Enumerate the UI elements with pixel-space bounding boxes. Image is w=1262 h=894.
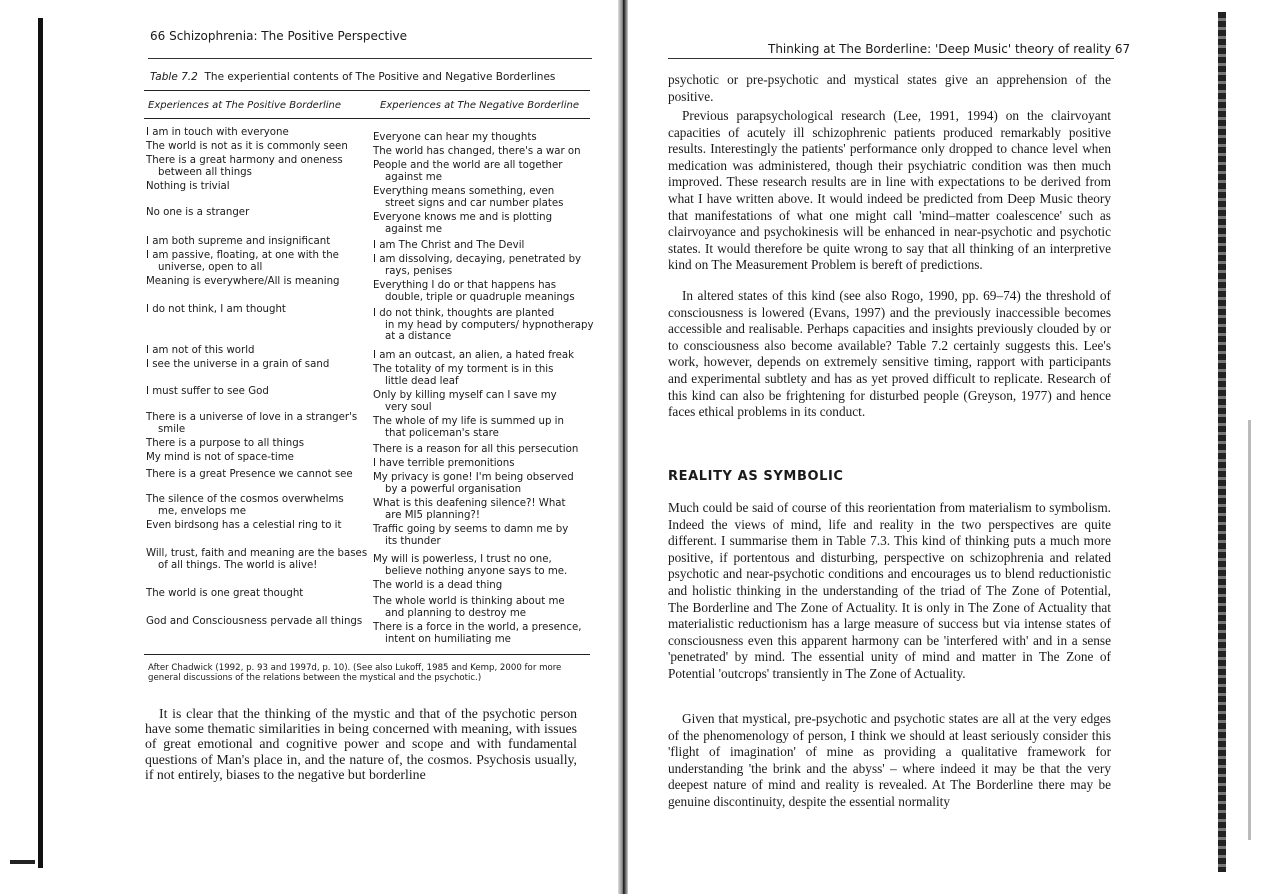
cell-text: Everyone knows me and is plotting bbox=[373, 212, 553, 223]
cell-text: The whole world is thinking about me bbox=[373, 596, 565, 607]
right-paragraph-4: Much could be said of course of this reorientation from materialism to symbolism. Indeed the views of mind, life and reality in the two perspectives are quite different. I summarise them in Table 7.3. This kind of thinking puts a much more positive, if portentous and disturbing, perspective on schizophrenia and related psychotic and near-psychotic conditions and encourages us to blend reductionistic and holistic thinking in the understanding of the triad of The Zone of Potential, The Borderline and The Zone of Actuality. It is only in The Zone of Actuality that materialistic reductionism has a large measure of success but via intense states of consciousness even this apparent harmony can be 'interfered with' and in a sense 'penetrated' by mind. The essential unity of mind and matter in The Zone of Potential 'outcrops' transiently in The Zone of Actuality. bbox=[668, 500, 1111, 681]
cell-text: I have terrible premonitions bbox=[373, 458, 515, 469]
cell-text: Everything I do or that happens has bbox=[373, 280, 557, 291]
cell-text: Traffic going by seems to damn me by bbox=[373, 524, 569, 535]
table-cell-pos bbox=[146, 276, 374, 288]
table-cell-neg bbox=[373, 146, 595, 158]
cell-text-continued: and planning to destroy me bbox=[385, 607, 527, 619]
table-cell-neg bbox=[373, 580, 595, 592]
cell-text: I am not of this world bbox=[146, 345, 255, 356]
right-paragraph-1: psychotic or pre-psychotic and mystical states give an apprehension of the positive. bbox=[668, 72, 1111, 104]
cell-text: The world has changed, there's a war on bbox=[373, 146, 581, 157]
cell-text: Will, trust, faith and meaning are the bases bbox=[146, 548, 368, 559]
cell-text: My privacy is gone! I'm being observed bbox=[373, 472, 574, 483]
table-cell-pos bbox=[146, 412, 374, 435]
table-cell-neg bbox=[373, 458, 595, 470]
cell-text-continued: between all things bbox=[158, 166, 252, 178]
table-cell-pos bbox=[146, 207, 374, 219]
cell-text: The world is a dead thing bbox=[373, 580, 503, 591]
table-cell-pos bbox=[146, 155, 374, 178]
cell-text: What is this deafening silence?! What bbox=[373, 498, 566, 509]
cell-text: God and Consciousness pervade all things bbox=[146, 616, 363, 627]
table-cell-neg bbox=[373, 186, 595, 209]
cell-text: I see the universe in a grain of sand bbox=[146, 359, 330, 370]
cell-text: There is a reason for all this persecution bbox=[373, 444, 579, 455]
left-running-head: 66 Schizophrenia: The Positive Perspective bbox=[150, 29, 408, 43]
column-header-positive: Experiences at The Positive Borderline bbox=[148, 100, 341, 111]
right-paragraph-3: In altered states of this kind (see also Rogo, 1990, pp. 69–74) the threshold of consciousness is lowered (Evans, 1997) and the previously inaccessible becomes accessible and realisable. Perhaps capacities and insights previously clouded by or to consciousness also become available? Table 7.2 certainly suggests this. Lee's work, however, depends on extremely sensitive timing, rapport with participants and experimental subtlety and has as yet proved difficult to replicate. Research of this kind can also be frightening for disturbed people (Greyson, 1977) and hence faces ethical problems in its conduct. bbox=[668, 288, 1111, 420]
table-cell-pos bbox=[146, 345, 374, 357]
cell-text: There is a purpose to all things bbox=[146, 438, 305, 449]
cell-text-continued: universe, open to all bbox=[158, 261, 263, 273]
cell-text: I must suffer to see God bbox=[146, 386, 269, 397]
table-cell-neg bbox=[373, 212, 595, 235]
table-cell-neg bbox=[373, 596, 595, 619]
table-cell-pos bbox=[146, 250, 374, 273]
cell-text-continued: little dead leaf bbox=[385, 375, 459, 387]
table-cell-pos bbox=[146, 452, 374, 464]
cell-text-continued: rays, penises bbox=[385, 265, 453, 277]
table-cell-neg bbox=[373, 390, 595, 413]
cell-text-continued: me, envelops me bbox=[158, 505, 246, 517]
table-cell-neg bbox=[373, 132, 595, 144]
table-caption bbox=[150, 71, 555, 83]
table-cell-neg bbox=[373, 350, 595, 362]
cell-text-continued: double, triple or quadruple meanings bbox=[385, 291, 575, 303]
table-cell-neg bbox=[373, 498, 595, 521]
table-cell-pos bbox=[146, 236, 374, 248]
cell-text-continued: that policeman's stare bbox=[385, 427, 499, 439]
cell-text-continued: street signs and car number plates bbox=[385, 197, 564, 209]
table-cell-neg bbox=[373, 364, 595, 387]
table-bottom-rule bbox=[144, 654, 590, 655]
right-head-rule bbox=[668, 58, 1114, 59]
cell-text: I do not think, thoughts are planted bbox=[373, 308, 555, 319]
cell-text: I do not think, I am thought bbox=[146, 304, 286, 315]
cell-text: There is a universe of love in a stranger's bbox=[146, 412, 358, 423]
table-cell-pos bbox=[146, 520, 374, 532]
page-edge-shadow-left bbox=[38, 18, 43, 868]
table-cell-neg bbox=[373, 254, 595, 277]
cell-text-continued: its thunder bbox=[385, 535, 441, 547]
table-cell-pos bbox=[146, 386, 374, 398]
table-cell-neg bbox=[373, 416, 595, 439]
cell-text: There is a great harmony and oneness bbox=[146, 155, 343, 166]
cell-text: Meaning is everywhere/All is meaning bbox=[146, 276, 340, 287]
table-cell-neg bbox=[373, 160, 595, 183]
table-header-rule bbox=[144, 118, 590, 119]
right-running-head: Thinking at The Borderline: 'Deep Music' theory of reality 67 bbox=[768, 42, 1131, 56]
left-head-rule bbox=[148, 58, 592, 59]
table-cell-pos bbox=[146, 304, 374, 316]
cell-text: I am dissolving, decaying, penetrated by bbox=[373, 254, 582, 265]
table-cell-neg bbox=[373, 622, 595, 645]
cell-text-continued: believe nothing anyone says to me. bbox=[385, 565, 568, 577]
cell-text-continued: intent on humiliating me bbox=[385, 633, 511, 645]
table-cell-pos bbox=[146, 616, 374, 628]
left-body-paragraph: It is clear that the thinking of the mystic and that of the psychotic person have some thematic similarities in being concerned with meaning, with issues of great emotional and cognitive power and scope and with fundamental questions of Man's place in, and the nature of, the cosmos. Psychosis usually, if not entirely, biases to the negative but borderline bbox=[145, 706, 577, 782]
table-cell-pos bbox=[146, 181, 374, 193]
cell-text: I am an outcast, an alien, a hated freak bbox=[373, 350, 575, 361]
cell-text: My mind is not of space-time bbox=[146, 452, 294, 463]
table-cell-pos bbox=[146, 359, 374, 371]
table-note: After Chadwick (1992, p. 93 and 1997d, p. 10). (See also Lukoff, 1985 and Kemp, 2000 for more general discussions of the relations between the mystical and the psychotic.) bbox=[148, 663, 562, 683]
cell-text: My will is powerless, I trust no one, bbox=[373, 554, 552, 565]
cell-text-continued: in my head by computers/ hypnotherapy at a distance bbox=[385, 319, 594, 342]
table-cell-pos bbox=[146, 141, 374, 153]
page-edge-shadow-bottom bbox=[10, 860, 35, 864]
cell-text: The world is not as it is commonly seen bbox=[146, 141, 348, 152]
table-cell-neg bbox=[373, 308, 595, 343]
cell-text: Everything means something, even bbox=[373, 186, 555, 197]
cell-text-continued: against me bbox=[385, 223, 442, 235]
cell-text: Nothing is trivial bbox=[146, 181, 230, 192]
table-cell-neg bbox=[373, 444, 595, 456]
cell-text: I am both supreme and insignificant bbox=[146, 236, 331, 247]
cell-text: The totality of my torment is in this bbox=[373, 364, 554, 375]
table-cell-neg bbox=[373, 240, 595, 252]
table-cell-pos bbox=[146, 548, 374, 571]
cell-text-continued: smile bbox=[158, 423, 186, 435]
cell-text: There is a great Presence we cannot see bbox=[146, 469, 353, 480]
cell-text-continued: very soul bbox=[385, 401, 432, 413]
page-edge-shadow-right bbox=[1218, 12, 1226, 872]
table-caption-label: Table 7.2 bbox=[150, 71, 198, 83]
cell-text-continued: are MI5 planning?! bbox=[385, 509, 480, 521]
cell-text-continued: against me bbox=[385, 171, 442, 183]
cell-text: Only by killing myself can I save my bbox=[373, 390, 557, 401]
section-heading: REALITY AS SYMBOLIC bbox=[668, 469, 844, 484]
cell-text: There is a force in the world, a presence, bbox=[373, 622, 582, 633]
cell-text-continued: of all things. The world is alive! bbox=[158, 559, 318, 571]
table-cell-pos bbox=[146, 438, 374, 450]
table-cell-neg bbox=[373, 472, 595, 495]
table-top-rule bbox=[144, 90, 590, 91]
table-caption-text: The experiential contents of The Positive and Negative Borderlines bbox=[204, 71, 556, 83]
right-paragraph-2: Previous parapsychological research (Lee, 1991, 1994) on the clairvoyant capacities of acutely ill schizophrenic patients produced remarkably positive results. Interestingly the patients' performance only dropped to chance level when medication was administered, though their psychiatric condition was then much improved. These research results are in line with expectations to be derived from what I have written above. It would indeed be predicted from Deep Music theory that manifestations of what one might call 'mind–matter coalescence' such as clairvoyance and psychokinesis will be enhanced in near-psychotic and psychotic states. It would therefore be quite wrong to say that all thinking of an interpretive kind on The Measurement Problem is bereft of predictions. bbox=[668, 108, 1111, 273]
table-cell-pos bbox=[146, 469, 374, 481]
cell-text: Even birdsong has a celestial ring to it bbox=[146, 520, 342, 531]
table-cell-neg bbox=[373, 524, 595, 547]
page-edge-shadow-right-thin bbox=[1248, 420, 1251, 840]
cell-text: I am passive, floating, at one with the bbox=[146, 250, 339, 261]
cell-text: The silence of the cosmos overwhelms bbox=[146, 494, 344, 505]
right-paragraph-5: Given that mystical, pre-psychotic and psychotic states are all at the very edges of the phenomenology of person, I think we should at least seriously consider this 'flight of imagination' of mine as providing a qualitative framework for understanding 'the brink and the abyss' – where indeed it may be that the very deepest nature of mind and reality is revealed. At The Borderline there may be genuine discontinuity, despite the essential normality bbox=[668, 711, 1111, 809]
cell-text: I am in touch with everyone bbox=[146, 127, 289, 138]
cell-text: People and the world are all together bbox=[373, 160, 563, 171]
cell-text: The world is one great thought bbox=[146, 588, 304, 599]
cell-text: Everyone can hear my thoughts bbox=[373, 132, 537, 143]
table-cell-neg bbox=[373, 280, 595, 303]
column-header-negative: Experiences at The Negative Borderline bbox=[380, 100, 579, 111]
book-gutter bbox=[618, 0, 628, 894]
cell-text: The whole of my life is summed up in bbox=[373, 416, 564, 427]
cell-text: No one is a stranger bbox=[146, 207, 250, 218]
table-cell-neg bbox=[373, 554, 595, 577]
table-cell-pos bbox=[146, 127, 374, 139]
table-cell-pos bbox=[146, 588, 374, 600]
table-cell-pos bbox=[146, 494, 374, 517]
cell-text-continued: by a powerful organisation bbox=[385, 483, 522, 495]
cell-text: I am The Christ and The Devil bbox=[373, 240, 525, 251]
